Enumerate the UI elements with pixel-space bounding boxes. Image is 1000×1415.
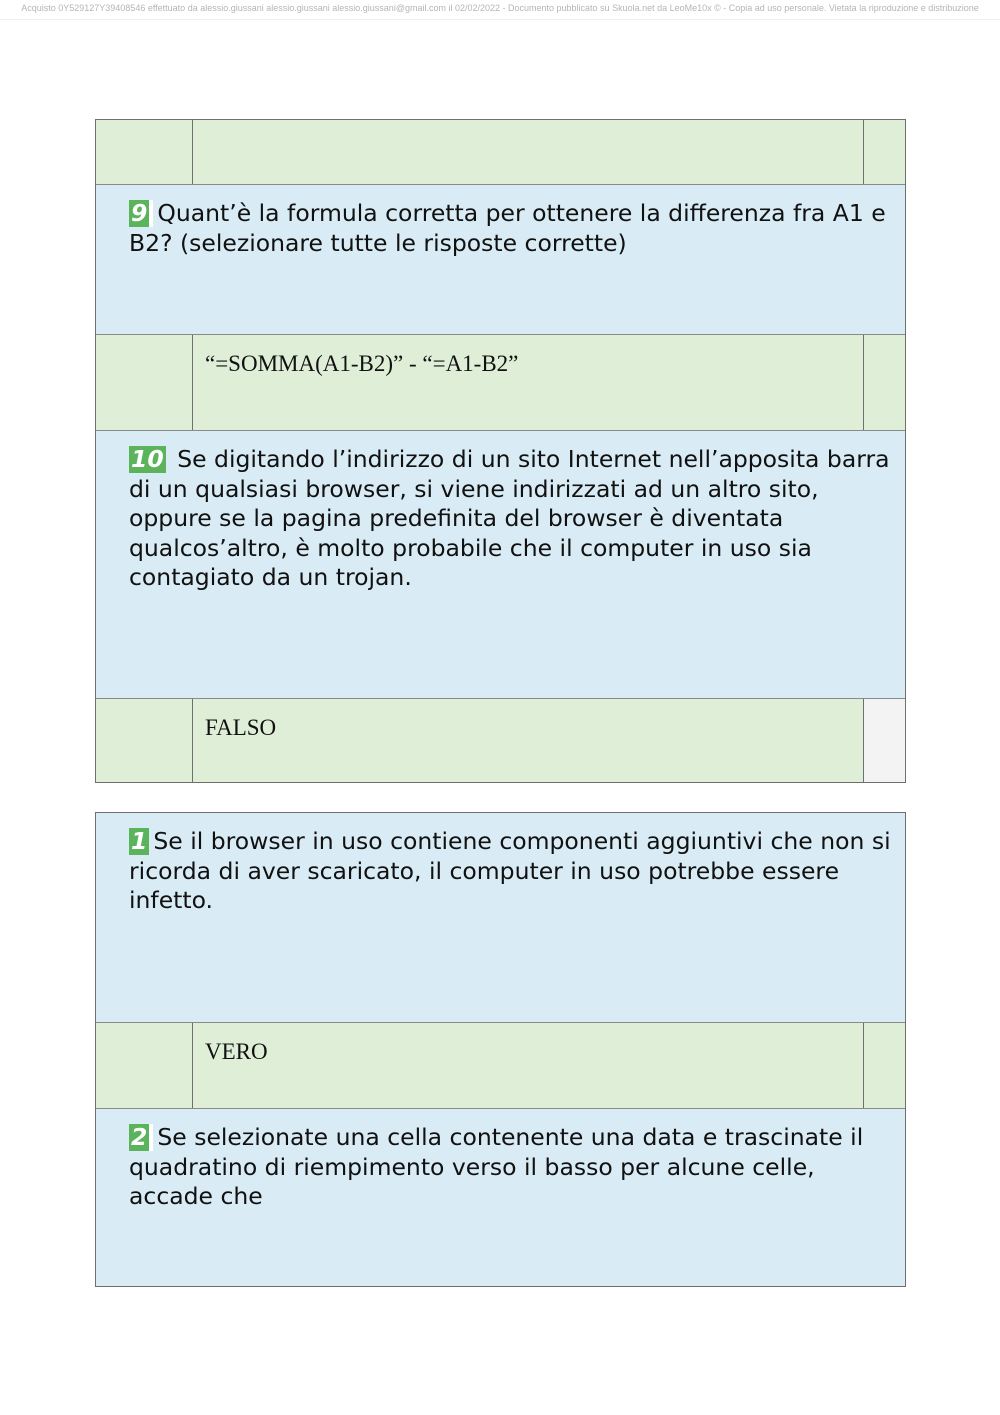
question-text: Se selezionate una cella contenente una data e trascinate il quadratino di riempimento verso il basso per alcune celle, accade che [129,1123,864,1210]
question-number-badge: 1 [131,827,148,855]
answer-row-1 [96,1022,905,1108]
right-cell [863,699,905,782]
answer-row-9 [96,334,905,430]
quiz-block-2 [95,812,906,1287]
answer-10: FALSO [205,715,277,740]
left-cell [96,335,193,430]
question-9 [129,199,893,258]
question-text: Se il browser in uso contiene componenti aggiuntivi che non si ricorda di aver scaricato, il computer in uso potrebbe essere infetto. [129,827,891,914]
right-cell [863,120,905,184]
question-number-badge: 10 [131,445,164,473]
right-cell [863,335,905,430]
answer-9: “=SOMMA(A1-B2)” - “=A1-B2” [205,351,519,376]
question-number-badge: 9 [131,199,148,227]
answer-row-10 [96,698,905,782]
answer-1: VERO [205,1039,268,1064]
question-2 [129,1123,893,1212]
question-text: Quant’è la formula corretta per ottenere la differenza fra A1 e B2? (selezionare tutte le risposte corrette) [129,199,886,257]
empty-row [96,120,905,184]
question-row-9 [96,184,905,334]
question-row-10 [96,430,905,698]
question-number-badge: 2 [131,1123,148,1151]
question-row-2 [96,1108,905,1286]
question-text: Se digitando l’indirizzo di un sito Internet nell’apposita barra di un qualsiasi browser, si viene indirizzati ad un altro sito, oppure se la pagina predefinita del browser è diventata qualcos’altro, è molto probabile che il computer in uso sia contagiato da un trojan. [129,445,890,591]
header-divider [0,19,1000,20]
left-cell [96,699,193,782]
left-cell [96,1023,193,1108]
quiz-block-1 [95,119,906,783]
question-1 [129,827,893,916]
watermark: Acquisto 0Y529127Y39408546 effettuato da alessio.giussani alessio.giussani alessio.giussani@gmail.com il 02/02/2022 - Documento pubblicato su Skuola.net da LeoMe10x © - Copia ad uso personale. Vietata la riproduzione e distribuzione [21,3,979,13]
left-cell [96,120,193,184]
question-10 [129,445,893,593]
right-cell [863,1023,905,1108]
question-row-1 [96,813,905,1022]
